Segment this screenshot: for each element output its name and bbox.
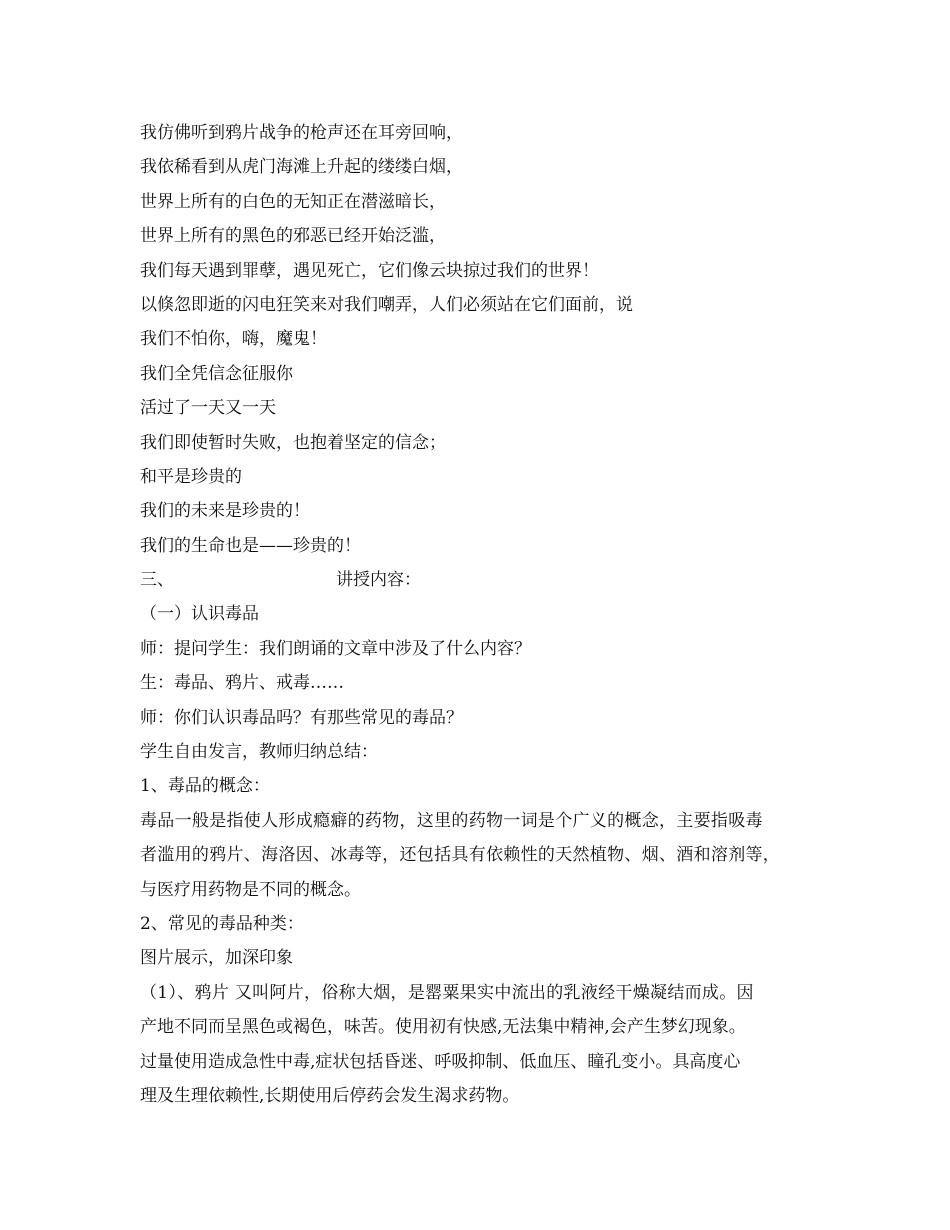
poem-line-5: 我们每天遇到罪孽，遇见死亡，它们像云块掠过我们的世界！ <box>140 260 599 281</box>
poem-line-8: 我们全凭信念征服你 <box>140 363 293 384</box>
section-heading <box>140 563 812 597</box>
section-title: 讲授内容： <box>336 570 421 591</box>
poem-line-10: 我们即使暂时失败，也抱着坚定的信念； <box>140 432 446 453</box>
paragraph-line: 图片展示，加深印象 <box>140 948 293 969</box>
poem-line-13: 我们的生命也是——珍贵的！ <box>140 535 361 556</box>
paragraph-line: 生：毒品、鸦片、戒毒…… <box>140 673 344 694</box>
poem-line-3: 世界上所有的白色的无知正在潜滋暗长， <box>140 191 446 212</box>
paragraph-line: 者滥用的鸦片、海洛因、冰毒等，还包括具有依赖性的天然植物、烟、酒和溶剂等， <box>140 845 781 866</box>
paragraph-line: 学生自由发言，教师归纳总结： <box>140 742 378 763</box>
paragraph-line: 毒品一般是指使人形成瘾癖的药物，这里的药物一词是个广义的概念，主要指吸毒 <box>140 810 763 831</box>
item-heading: 1、毒品的概念： <box>140 776 270 797</box>
subsection-heading: （一）认识毒品 <box>140 604 259 625</box>
paragraph-line: 理及生理依赖性,长期使用后停药会发生渴求药物。 <box>140 1085 520 1106</box>
poem-line-4: 世界上所有的黑色的邪恶已经开始泛滥， <box>140 226 446 247</box>
poem-line-9: 活过了一天又一天 <box>140 398 276 419</box>
poem-line-6: 以倏忽即逝的闪电狂笑来对我们嘲弄，人们必须站在它们面前，说 <box>140 294 633 315</box>
paragraph-line: 产地不同而呈黑色或褐色，味苦。使用初有快感,无法集中精神,会产生梦幻现象。 <box>140 1017 746 1038</box>
poem-line-7: 我们不怕你，嗨，魔鬼！ <box>140 329 327 350</box>
poem-line-2: 我依稀看到从虎门海滩上升起的缕缕白烟， <box>140 157 463 178</box>
paragraph-line: 师：提问学生：我们朗诵的文章中涉及了什么内容？ <box>140 638 531 659</box>
item-heading: 2、常见的毒品种类： <box>140 913 304 934</box>
section-number: 三、 <box>140 570 174 591</box>
paragraph-line: 师：你们认识毒品吗？有那些常见的毒品？ <box>140 707 463 728</box>
paragraph-line: 过量使用造成急性中毒,症状包括昏迷、呼吸抑制、低血压、瞳孔变小。具高度心 <box>140 1051 741 1072</box>
poem-line-11: 和平是珍贵的 <box>140 466 242 487</box>
poem-line-12: 我们的未来是珍贵的！ <box>140 501 310 522</box>
paragraph-line: 与医疗用药物是不同的概念。 <box>140 879 361 900</box>
paragraph-line: （1）、鸦片 又叫阿片，俗称大烟，是罂粟果实中流出的乳液经干燥凝结而成。因 <box>140 982 754 1003</box>
poem-line-1: 我仿佛听到鸦片战争的枪声还在耳旁回响， <box>140 123 463 143</box>
document-body <box>140 116 812 1113</box>
